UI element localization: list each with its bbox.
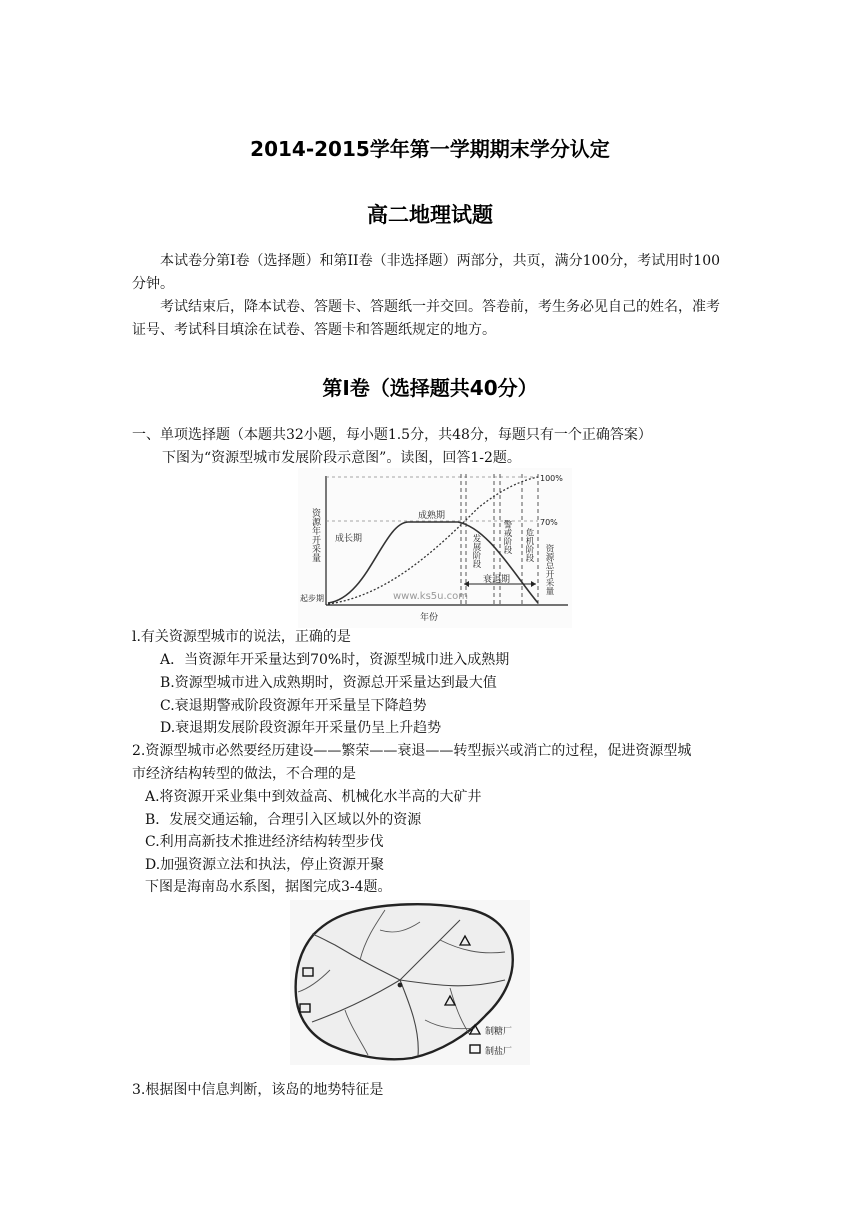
x-axis-label: 年份: [420, 613, 439, 623]
label-development-stage: 发展阶段: [471, 534, 481, 568]
label-total-output: 资源总开采量: [544, 544, 554, 595]
legend-sugar-factory: 制糖厂: [485, 1027, 513, 1037]
q2-stem-line2: 市经济结构转型的做法，不合理的是: [132, 766, 356, 782]
section-title: 第I卷（选择题共40分）: [322, 376, 538, 400]
label-growth: 成长期: [335, 534, 363, 544]
q2-option-d: D.加强资源立法和执法，停止资源开聚: [145, 857, 385, 873]
label-70-percent: 70%: [540, 518, 558, 527]
q1-option-c: C.衰退期警戒阶段资源年开采量呈下降趋势: [160, 698, 427, 714]
exam-subtitle: 高二地理试题: [367, 203, 493, 227]
hainan-river-map: [290, 900, 530, 1065]
q2-option-c: C.利用高新技术推进经济结构转型步伐: [145, 834, 384, 850]
intro-paragraph-1: 本试卷分第I卷（选择题）和第II卷（非选择题）两部分，共页，满分100分，考试用时100分钟。: [132, 253, 721, 292]
q1-option-b: B.资源型城市进入成熟期时，资源总开采量达到最大值: [160, 675, 497, 691]
q1-stem: l.有关资源型城市的说法，正确的是: [132, 629, 351, 645]
label-decline: 衰退期: [483, 575, 511, 585]
resource-city-stage-diagram: [298, 468, 572, 628]
y-axis-label: 资源年开采量: [310, 508, 320, 562]
q1-option-a: A．当资源年开采量达到70%时，资源型城巾进入成熟期: [160, 652, 510, 668]
label-warning-stage: 警戒阶段: [502, 520, 512, 554]
q2-option-b: B．发展交通运输，合理引入区域以外的资源: [145, 812, 422, 828]
q1-option-d: D.衰退期发展阶段资源年开采量仍呈上升趋势: [160, 720, 442, 736]
legend-salt-factory: 制盐厂: [485, 1047, 513, 1057]
label-100-percent: 100%: [540, 474, 563, 483]
section-instruction: 一、单项选择题（本题共32小题，每小题1.5分，共48分，每题只有一个正确答案）: [132, 427, 652, 443]
q2-option-a: A.将资源开采业集中到效益高、机械化水半高的大矿井: [145, 789, 482, 805]
q2-stem-line1: 2.资源型城市必然要经历建设——繁荣——衰退——转型振兴或消亡的过程，促进资源型城: [132, 743, 692, 759]
watermark: www.ks5u.com: [393, 591, 469, 602]
figure1-intro: 下图为“资源型城市发展阶段示意图”。读图，回答1-2题。: [162, 450, 521, 466]
q3-stem: 3.根据图中信息判断，该岛的地势特征是: [132, 1082, 384, 1098]
figure2-intro: 下图是海南岛水系图，据图完成3-4题。: [145, 879, 392, 895]
label-crisis-stage: 危机阶段: [524, 528, 534, 562]
label-start: 起步期: [300, 594, 324, 603]
exam-title: 2014-2015学年第一学期期末学分认定: [250, 137, 610, 161]
intro-paragraph-2: 考试结束后，降本试卷、答题卡、答题纸一并交回。答卷前，考生务必见自己的姓名，准考证号、考试科目填涂在试卷、答题卡和答题纸规定的地方。: [132, 299, 720, 338]
label-mature: 成熟期: [418, 511, 446, 521]
